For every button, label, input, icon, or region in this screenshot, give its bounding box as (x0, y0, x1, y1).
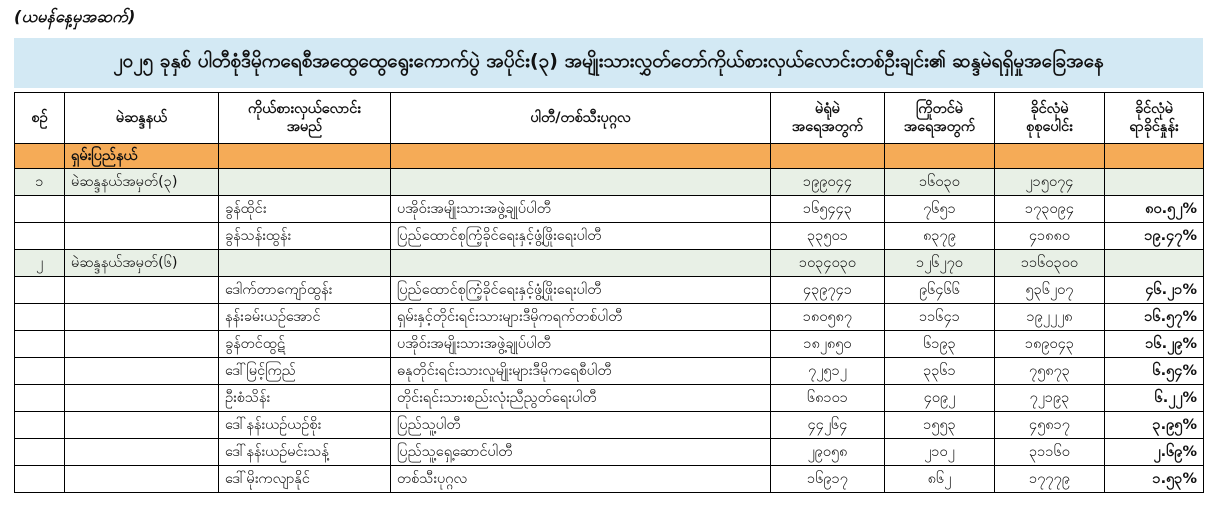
cell-advance-votes: ၁၆၀၃၀ (885, 169, 995, 196)
cell-candidate (219, 144, 391, 169)
cell-constituency (65, 331, 219, 358)
cell-valid-total: ၁၈၉၀၄၃ (995, 331, 1105, 358)
cell-station-votes: ၇၂၅၁၂ (771, 358, 885, 385)
cell-candidate: ဒေါ်နန်းယဉ်မင်းသန့် (219, 439, 391, 466)
cell-station-votes: ၁၀၃၄၀၃၀ (771, 250, 885, 277)
cell-no (15, 412, 65, 439)
cell-constituency: မဲဆန္ဒနယ်အမှတ်(၆) (65, 250, 219, 277)
cell-valid-percent: ၈၀.၅၂% (1105, 196, 1204, 223)
cell-constituency (65, 439, 219, 466)
cell-valid-percent: ၁၉.၄၇% (1105, 223, 1204, 250)
cell-no (15, 304, 65, 331)
cell-advance-votes: ၁၂၆၂၇၀ (885, 250, 995, 277)
cell-valid-total: ၁၇၃၀၉၄ (995, 196, 1105, 223)
state-row (15, 144, 1204, 169)
cell-constituency (65, 277, 219, 304)
cell-party (391, 250, 771, 277)
cell-party (391, 169, 771, 196)
cell-party: တိုင်းရင်းသားစည်းလုံးညီညွတ်ရေးပါတီ (391, 385, 771, 412)
candidate-row (15, 439, 1204, 466)
cell-candidate (219, 169, 391, 196)
cell-valid-total: ၄၁၈၈၀ (995, 223, 1105, 250)
candidate-row (15, 358, 1204, 385)
cell-candidate: ခွန်တင်ထွဋ် (219, 331, 391, 358)
cell-candidate: ဒေါ်မြင့်ကြည် (219, 358, 391, 385)
cell-station-votes: ၂၉၀၅၈ (771, 439, 885, 466)
results-table-header (15, 93, 1204, 144)
cell-valid-percent: ၆.၂၂% (1105, 385, 1204, 412)
header-cell-station-votes: မဲရုံမဲ အရေအတွက် (771, 93, 885, 144)
cell-party: ပြည်ထောင်စုကြံ့ခိုင်ရေးနှင့်ဖွံ့ဖြိုးရေးပါတီ (391, 277, 771, 304)
cell-advance-votes: ၁၁၆၄၁ (885, 304, 995, 331)
cell-party: ရှမ်းနှင့်တိုင်းရင်းသားများဒီမိုကရက်တစ်ပါတီ (391, 304, 771, 331)
cell-advance-votes: ၄၀၉၂ (885, 385, 995, 412)
cell-advance-votes: ၈၆၂ (885, 466, 995, 493)
cell-valid-percent: ၃.၉၅% (1105, 412, 1204, 439)
candidate-row (15, 385, 1204, 412)
cell-party: တစ်သီးပုဂ္ဂလ (391, 466, 771, 493)
cell-candidate: ခွန်ထိုင်း (219, 196, 391, 223)
header-cell-no: စဉ် (15, 93, 65, 144)
cell-valid-percent: ၄၆.၂၁% (1105, 277, 1204, 304)
cell-no: ၂ (15, 250, 65, 277)
cell-station-votes: ၄၄၂၆၄ (771, 412, 885, 439)
cell-advance-votes: ၃၃၆၁ (885, 358, 995, 385)
cell-constituency (65, 223, 219, 250)
header-cell-constituency: မဲဆန္ဒနယ် (65, 93, 219, 144)
cell-no (15, 358, 65, 385)
header-row (15, 93, 1204, 144)
cell-constituency (65, 412, 219, 439)
cell-valid-percent: ၁၆.၅၇% (1105, 304, 1204, 331)
cell-station-votes: ၃၃၅၀၁ (771, 223, 885, 250)
header-cell-candidate: ကိုယ်စားလှယ်လောင်း အမည် (219, 93, 391, 144)
candidate-row (15, 277, 1204, 304)
cell-party: ပြည်သူ့ပါတီ (391, 412, 771, 439)
cell-candidate: ဦးစံသိန်း (219, 385, 391, 412)
header-cell-advance-votes: ကြိုတင်မဲ အရေအတွက် (885, 93, 995, 144)
candidate-row (15, 223, 1204, 250)
cell-constituency (65, 385, 219, 412)
results-table (14, 92, 1204, 493)
cell-valid-percent: ၆.၅၄% (1105, 358, 1204, 385)
cell-valid-total: ၇၂၁၉၃ (995, 385, 1105, 412)
cell-valid-total: ၁၉၂၂၂၈ (995, 304, 1105, 331)
cell-candidate: နန်းခမ်းယဉ်အောင် (219, 304, 391, 331)
cell-no (15, 331, 65, 358)
candidate-row (15, 196, 1204, 223)
cell-station-votes: ၁၆၉၁၇ (771, 466, 885, 493)
cell-party: ပြည်သူ့ရှေ့ဆောင်ပါတီ (391, 439, 771, 466)
cell-constituency (65, 466, 219, 493)
cell-no (15, 466, 65, 493)
cell-station-votes: ၁၈၀၅၈၇ (771, 304, 885, 331)
cell-valid-percent (1105, 144, 1204, 169)
cell-constituency (65, 358, 219, 385)
candidate-row (15, 304, 1204, 331)
candidate-row (15, 412, 1204, 439)
candidate-row (15, 331, 1204, 358)
cell-valid-percent (1105, 250, 1204, 277)
cell-station-votes: ၁၉၉၀၄၄ (771, 169, 885, 196)
cell-constituency (65, 196, 219, 223)
cell-candidate: ဒေါ်မိုးကလျာနိုင် (219, 466, 391, 493)
cell-party: ဓနုတိုင်းရင်းသားလူမျိုးများဒီမိုကရေစီပါတီ (391, 358, 771, 385)
cell-candidate (219, 250, 391, 277)
cell-valid-total: ၅၃၆၂၀၇ (995, 277, 1105, 304)
cell-advance-votes: ၂၁၀၂ (885, 439, 995, 466)
cell-station-votes (771, 144, 885, 169)
page-title: ၂၀၂၅ ခုနှစ် ပါတီစုံဒီမိုကရေစီအထွေထွေရွေးကောက်ပွဲ အပိုင်း(၃) အမျိုးသားလွှတ်တော်ကိုယ်စားလှယ်လောင်းတစ်ဦးချင်း၏ ဆန္ဒမဲရရှိမှုအခြေအနေ (14, 38, 1203, 88)
cell-constituency: ရှမ်းပြည်နယ် (65, 144, 219, 169)
cell-valid-total (995, 144, 1105, 169)
header-cell-valid-total: ခိုင်လုံမဲ စုစုပေါင်း (995, 93, 1105, 144)
cell-constituency (65, 304, 219, 331)
cell-valid-percent: ၁.၅၃% (1105, 466, 1204, 493)
cell-valid-total: ၃၁၁၆၀ (995, 439, 1105, 466)
cell-valid-percent (1105, 169, 1204, 196)
cell-station-votes: ၆၈၁၀၁ (771, 385, 885, 412)
cell-station-votes: ၁၆၅၄၄၃ (771, 196, 885, 223)
cell-advance-votes: ၁၅၅၃ (885, 412, 995, 439)
cell-no (15, 385, 65, 412)
cell-candidate: ခွန်သန်းထွန်း (219, 223, 391, 250)
constituency-row (15, 169, 1204, 196)
constituency-row (15, 250, 1204, 277)
cell-advance-votes: ၆၁၉၃ (885, 331, 995, 358)
cell-party: ပအိုဝ်းအမျိုးသားအဖွဲ့ချုပ်ပါတီ (391, 196, 771, 223)
continuation-note: (ယမန်နေ့မှအဆက်) (14, 7, 136, 26)
cell-no (15, 196, 65, 223)
cell-station-votes: ၄၃၉၇၄၁ (771, 277, 885, 304)
cell-no (15, 223, 65, 250)
cell-no: ၁ (15, 169, 65, 196)
cell-party: ပြည်ထောင်စုကြံ့ခိုင်ရေးနှင့်ဖွံ့ဖြိုးရေးပါတီ (391, 223, 771, 250)
cell-advance-votes (885, 144, 995, 169)
cell-no (15, 277, 65, 304)
cell-candidate: ဒေါ်နန်းယဉ်ယဉ်စိုး (219, 412, 391, 439)
cell-party: ပအိုဝ်းအမျိုးသားအဖွဲ့ချုပ်ပါတီ (391, 331, 771, 358)
header-cell-party: ပါတီ/တစ်သီးပုဂ္ဂလ (391, 93, 771, 144)
cell-advance-votes: ၈၃၇၉ (885, 223, 995, 250)
results-table-body (15, 144, 1204, 493)
cell-party (391, 144, 771, 169)
cell-valid-total: ၁၁၆၀၃၀၀ (995, 250, 1105, 277)
cell-candidate: ဒေါက်တာကျော်ထွန်း (219, 277, 391, 304)
cell-valid-total: ၂၁၅၀၇၄ (995, 169, 1105, 196)
cell-valid-total: ၁၇၇၇၉ (995, 466, 1105, 493)
cell-valid-total: ၄၅၈၁၇ (995, 412, 1105, 439)
cell-no (15, 144, 65, 169)
cell-no (15, 439, 65, 466)
cell-constituency: မဲဆန္ဒနယ်အမှတ်(၃) (65, 169, 219, 196)
cell-valid-percent: ၁၆.၂၉% (1105, 331, 1204, 358)
cell-valid-total: ၇၅၈၇၃ (995, 358, 1105, 385)
candidate-row (15, 466, 1204, 493)
cell-advance-votes: ၇၆၅၁ (885, 196, 995, 223)
cell-station-votes: ၁၈၂၈၅၀ (771, 331, 885, 358)
cell-valid-percent: ၂.၆၉% (1105, 439, 1204, 466)
cell-advance-votes: ၉၆၄၆၆ (885, 277, 995, 304)
header-cell-valid-percent: ခိုင်လုံမဲ ရာခိုင်နှုန်း (1105, 93, 1204, 144)
